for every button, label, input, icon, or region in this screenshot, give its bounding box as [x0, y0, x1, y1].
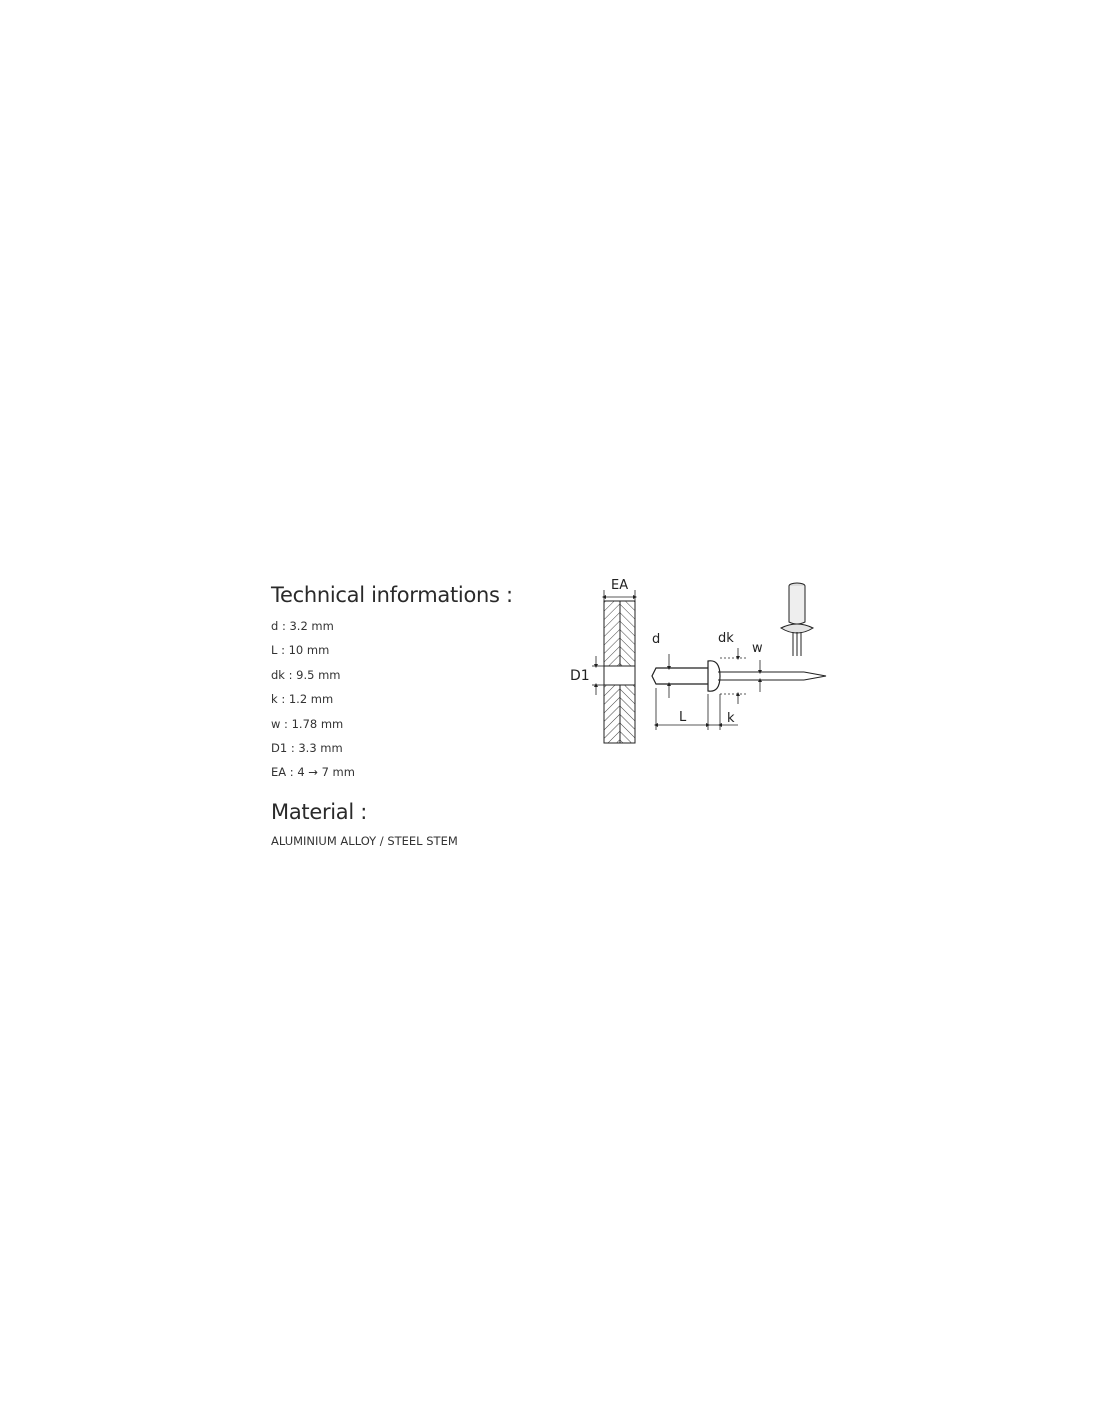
d1-label: D1: [570, 668, 590, 684]
d1-dimension: [570, 656, 608, 695]
ea-label: EA: [611, 578, 629, 593]
ea-dimension: [604, 578, 635, 601]
spec-l: L : 10 mm: [271, 643, 330, 658]
l-label: L: [679, 710, 687, 725]
spec-d1: D1 : 3.3 mm: [271, 741, 343, 756]
d-label: d: [652, 632, 661, 647]
rivet-dimension-diagram: [560, 570, 840, 750]
spec-d: d : 3.2 mm: [271, 619, 334, 633]
dk-label: dk: [718, 631, 734, 646]
material-section: [271, 797, 591, 851]
k-label: k: [727, 711, 735, 726]
material-value: ALUMINIUM ALLOY / STEEL STEM: [271, 834, 458, 848]
technical-informations-section: [271, 580, 571, 785]
w-label: w: [752, 641, 763, 656]
spec-ea: EA : 4 → 7 mm: [271, 765, 355, 780]
rivet-body: [652, 661, 826, 691]
d-dimension: [652, 632, 669, 698]
spec-k: k : 1.2 mm: [271, 692, 334, 707]
rivet-3d-icon: [781, 583, 813, 656]
spec-list: [271, 614, 571, 785]
spec-dk: dk : 9.5 mm: [271, 667, 341, 682]
workpiece-plates: [604, 601, 635, 743]
dk-dimension: [718, 631, 746, 704]
spec-w: w : 1.78 mm: [271, 716, 344, 731]
technical-informations-heading: Technical informations :: [271, 583, 513, 607]
material-heading: Material :: [271, 800, 368, 824]
w-dimension: [752, 641, 763, 692]
